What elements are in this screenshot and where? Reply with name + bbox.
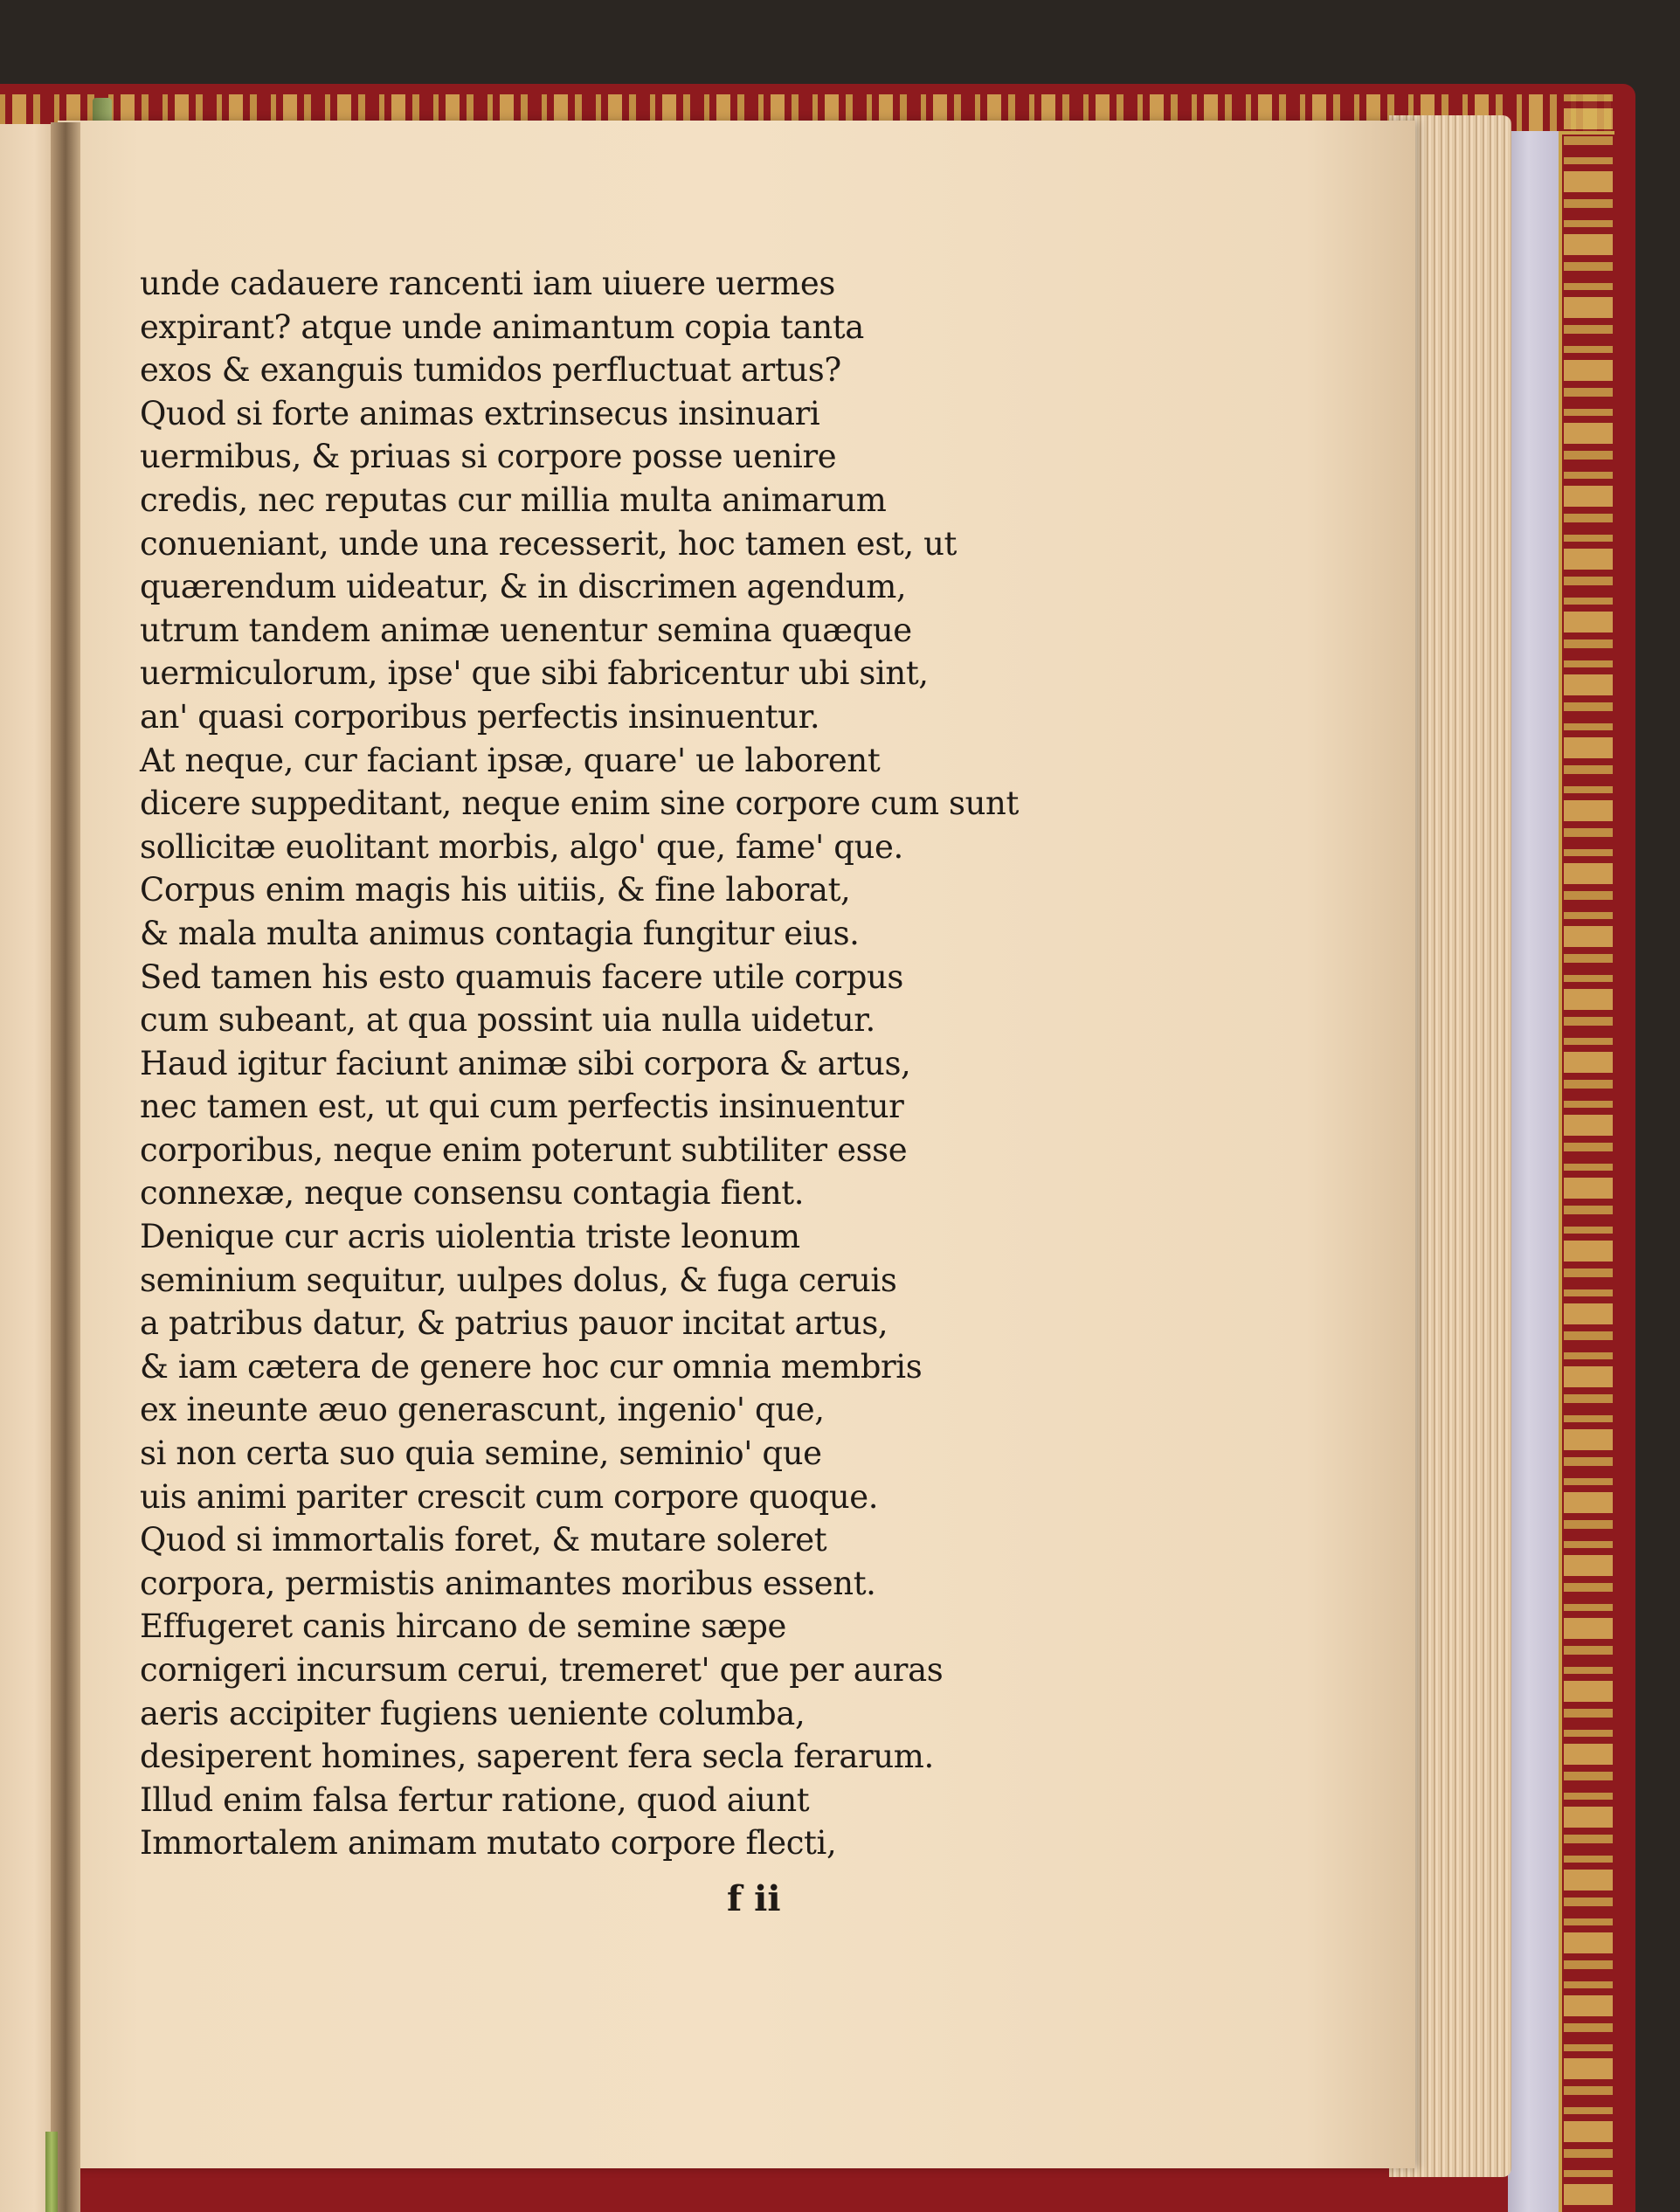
text-line: seminium sequitur, uulpes dolus, & fuga ceruis [140, 1261, 897, 1299]
text-line: dicere suppeditant, neque enim sine corpore cum sunt [140, 785, 1019, 823]
text-line: uermiculorum, ipse' que sibi fabricentur ubi sint, [140, 654, 929, 693]
text-line: Immortalem animam mutato corpore flecti, [140, 1824, 837, 1863]
text-line: credis, nec reputas cur millia multa animarum [140, 480, 887, 519]
text-line: & mala multa animus contagia fungitur eius. [140, 914, 860, 952]
text-line: an' quasi corporibus perfectis insinuentur. [140, 697, 820, 736]
text-line: Effugeret canis hircano de semine sæpe [140, 1607, 786, 1646]
gilt-border-right [1564, 94, 1613, 2212]
text-line: At neque, cur faciant ipsæ, quare' ue laborent [140, 741, 881, 779]
text-line: conueniant, unde una recesserit, hoc tamen est, ut [140, 524, 958, 563]
lavender-pastedown [1508, 131, 1559, 2212]
text-line: Denique cur acris uiolentia triste leonum [140, 1218, 800, 1256]
text-line: utrum tandem animæ uenentur semina quæque [140, 611, 912, 649]
text-line: Quod si forte animas extrinsecus insinuari [140, 394, 820, 432]
text-line: nec tamen est, ut qui cum perfectis insinuentur [140, 1088, 904, 1126]
text-line: cum subeant, at qua possint uia nulla uidetur. [140, 1001, 875, 1040]
text-line: connexæ, neque consensu contagia fient. [140, 1174, 805, 1213]
text-line: quærendum uideatur, & in discrimen agendum, [140, 568, 907, 606]
previous-leaf [0, 124, 58, 2212]
text-line: unde cadauere rancenti iam uiuere uermes [140, 265, 835, 302]
text-line: desiperent homines, saperent fera secla ferarum. [140, 1738, 934, 1776]
text-line: corporibus, neque enim poterunt subtiliter esse [140, 1130, 908, 1169]
text-line: si non certa suo quia semine, seminio' que [140, 1434, 822, 1473]
text-line: Quod si immortalis foret, & mutare soleret [140, 1521, 827, 1559]
text-line: uis animi pariter crescit cum corpore quoque. [140, 1477, 879, 1516]
text-line: sollicitæ euolitant morbis, algo' que, fame' que. [140, 827, 903, 866]
text-line: Illud enim falsa fertur ratione, quod aiunt [140, 1780, 810, 1819]
gilt-rule-right [1559, 131, 1562, 2212]
text-line: & iam cætera de genere hoc cur omnia membris [140, 1347, 923, 1386]
text-line: ex ineunte æuo generascunt, ingenio' que, [140, 1391, 825, 1429]
text-line: expirant? atque unde animantum copia tanta [140, 308, 864, 346]
text-line: Haud igitur faciunt animæ sibi corpora & artus, [140, 1044, 911, 1082]
text-line: Sed tamen his esto quamuis facere utile corpus [140, 957, 903, 996]
text-line: uermibus, & priuas si corpore posse uenire [140, 438, 837, 476]
verse-text-block [140, 262, 1083, 1865]
text-line: a patribus datur, & patrius pauor incitat artus, [140, 1304, 888, 1343]
text-line: cornigeri incursum cerui, tremeret' que per auras [140, 1651, 944, 1689]
signature-mark: f ii [727, 1878, 781, 1919]
text-line: corpora, permistis animantes moribus essent. [140, 1564, 876, 1602]
book-gutter [51, 122, 80, 2212]
text-line: exos & exanguis tumidos perfluctuat artus? [140, 351, 841, 390]
bookmark-ribbon [45, 2132, 58, 2212]
text-line: aeris accipiter fugiens ueniente columba, [140, 1694, 805, 1732]
text-line: Corpus enim magis his uitiis, & fine laborat, [140, 871, 851, 909]
